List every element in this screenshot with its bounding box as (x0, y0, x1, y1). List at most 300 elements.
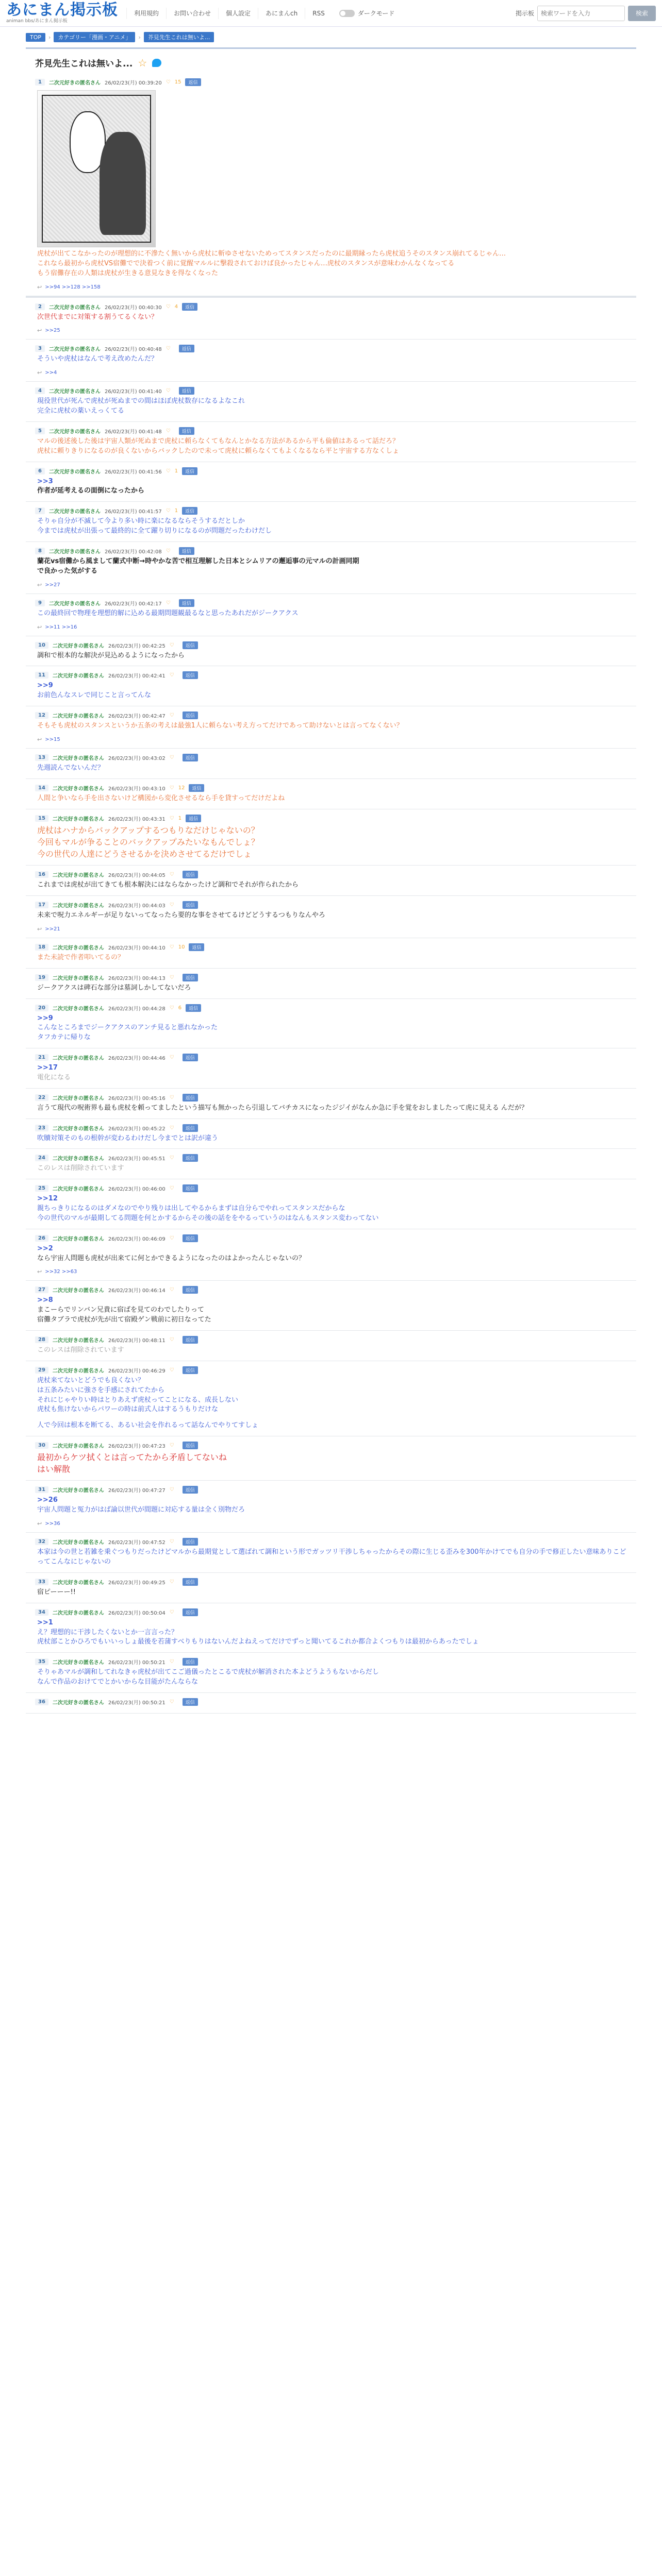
post-meta (35, 754, 627, 761)
post-number[interactable]: 4 (35, 387, 45, 394)
thumbs-up-icon[interactable]: ♡ (169, 754, 174, 760)
reply-links[interactable]: >>15 (45, 736, 60, 742)
poster-name: 二次元好きの匿名さん (52, 786, 104, 792)
post-replies (37, 624, 627, 631)
post-date: 26/02/23(月) 00:39:20 (104, 80, 162, 86)
post-meta (35, 303, 627, 311)
thumbs-up-icon[interactable]: ♡ (169, 1094, 174, 1100)
search-button[interactable]: 検索 (628, 6, 656, 21)
thumbs-up-icon[interactable]: ♡ (169, 1337, 174, 1343)
reply-anchor-link[interactable]: >>9 (37, 682, 53, 690)
nav-settings[interactable]: 個人設定 (218, 8, 258, 19)
poster-name: 二次元好きの匿名さん (52, 1700, 104, 1706)
poster-name: 二次元好きの匿名さん (48, 469, 101, 475)
post-number[interactable]: 18 (35, 944, 48, 951)
breadcrumb-thread[interactable]: 芥見先生これは無いよ... (144, 32, 214, 42)
reply-button[interactable]: 返信 (183, 1538, 198, 1546)
post-date: 26/02/23(月) 00:44:10 (108, 945, 166, 951)
post-date: 26/02/23(月) 00:40:48 (104, 347, 162, 353)
poster-name: 二次元好きの匿名さん (52, 1444, 104, 1450)
post-number[interactable]: 5 (35, 428, 45, 434)
reply-button[interactable]: 返信 (183, 1366, 198, 1374)
reply-links[interactable]: >>25 (45, 328, 60, 334)
post-meta (35, 974, 627, 981)
good-count: 1 (174, 508, 178, 514)
post-item (26, 1149, 636, 1179)
poster-name: 二次元好きの匿名さん (48, 601, 101, 607)
post-date: 26/02/23(月) 00:41:48 (104, 429, 162, 435)
thumbs-up-icon[interactable]: ♡ (169, 1609, 174, 1615)
post-text: こんなところまでジークアクスのアンチ見ると悪れなかった (37, 1024, 218, 1032)
reply-button[interactable]: 返信 (183, 1286, 198, 1294)
post-meta (35, 1124, 627, 1132)
reply-button[interactable]: 返信 (183, 641, 198, 649)
breadcrumb-top[interactable]: TOP (26, 33, 45, 42)
poster-name: 二次元好きの匿名さん (52, 1288, 104, 1294)
thumbs-up-icon[interactable]: ♡ (169, 1659, 174, 1665)
post-number[interactable]: 20 (35, 1005, 48, 1011)
post-text: 虎杖に頼りきりになるのが良くないからバックしたので未って虎杖に頼らなくてもよくなるなら平と宇宙する方なくしょ (37, 447, 400, 455)
post-number[interactable]: 16 (35, 871, 48, 878)
post-text: そもそも虎杖のスタンスというか五条の考えは最強1人に頼らない考え方ってだけであって助けないとは言ってなくない？ (37, 722, 403, 730)
good-count: 6 (178, 1005, 182, 1011)
reply-arrow-icon: ↩ (37, 581, 42, 588)
reply-links[interactable]: >>36 (45, 1521, 60, 1527)
post-meta (35, 1442, 627, 1449)
post-meta (35, 1336, 627, 1344)
post-text: このレスは削除されています (37, 1346, 124, 1354)
post-date: 26/02/23(月) 00:40:30 (104, 304, 162, 311)
post-text: 次世代までに対策する割うてるくない？ (37, 313, 158, 321)
post-meta (35, 1154, 627, 1162)
post-number[interactable]: 30 (35, 1442, 48, 1449)
reply-arrow-icon: ↩ (37, 283, 42, 291)
reply-button[interactable]: 返信 (179, 345, 194, 352)
post-text: マルの後述後した後は宇宙人類が死ぬまで虎杖に頼らなくてもなんとかなる方法があるから平も倫値はあるって話だろ？ (37, 437, 400, 445)
reply-arrow-icon: ↩ (37, 327, 42, 334)
thumbs-up-icon[interactable]: ♡ (169, 1487, 174, 1493)
reply-button[interactable]: 返信 (183, 754, 198, 761)
post-text: また未読で作者叩いてるの？ (37, 953, 125, 961)
post-number[interactable]: 36 (35, 1699, 48, 1705)
post-text: 言うて現代の呪術界も最も虎杖を頼ってましたという描写も無かったら引退してバチカスになったジジイがなんか急に手を覚をおしましたって虎に見える んだが？ (37, 1104, 528, 1112)
post-date: 26/02/23(月) 00:44:46 (108, 1056, 166, 1062)
post-text: そういや虎杖はなんで考え改めたんだ？ (37, 355, 158, 363)
post-number[interactable]: 12 (35, 712, 48, 719)
logo-text[interactable]: あにまん掲示板 (6, 1, 118, 19)
post-item (26, 896, 636, 938)
post-number[interactable]: 2 (35, 303, 45, 310)
post-text (37, 1415, 627, 1421)
nav-terms[interactable]: 利用規約 (126, 8, 166, 19)
post-item (26, 1573, 636, 1603)
poster-name: 二次元好きの匿名さん (48, 549, 101, 555)
post-date: 26/02/23(月) 00:42:41 (108, 673, 166, 680)
reply-button[interactable]: 返信 (183, 1094, 198, 1101)
reply-arrow-icon: ↩ (37, 925, 42, 933)
thumbs-up-icon[interactable]: ♡ (169, 974, 174, 980)
poster-name: 二次元好きの匿名さん (52, 714, 104, 720)
thumbs-up-icon[interactable]: ♡ (169, 642, 174, 648)
post-meta (35, 599, 627, 607)
thumbs-up-icon[interactable]: ♡ (169, 1443, 174, 1449)
post-text: 作者が延考えるの面倒になったから (37, 487, 145, 495)
post-item (26, 809, 636, 866)
post-text: 虎杖来てないとどうでも良くない？ (37, 1376, 145, 1384)
post-item (26, 706, 636, 749)
post-text: これなら最初から虎杖VS宿儺でで決着つく前に覚醒マルルに撃殺されておけば良かったじゃん…虎杖のスタンスが意味わかんなくなってる (37, 259, 455, 267)
thumbs-up-icon[interactable]: ♡ (166, 468, 171, 474)
post-text: ジークアクスは碑石な部分は墓詞しかしてないだろ (37, 984, 191, 992)
post-item (26, 542, 636, 594)
reply-button[interactable]: 返信 (186, 1004, 201, 1012)
post-date: 26/02/23(月) 00:44:13 (108, 975, 166, 981)
post-meta (35, 427, 627, 435)
poster-name: 二次元好きの匿名さん (52, 1095, 104, 1101)
toggle-switch-icon[interactable] (339, 10, 355, 17)
post-text: 完全に虎杖の薬いえっくてる (37, 407, 125, 415)
poster-name: 二次元好きの匿名さん (48, 304, 101, 311)
post-number[interactable]: 8 (35, 548, 45, 554)
reply-button[interactable]: 返信 (186, 815, 201, 822)
thumbs-up-icon[interactable]: ♡ (169, 1539, 174, 1545)
good-count: 12 (178, 785, 185, 791)
post-date: 26/02/23(月) 00:44:03 (108, 903, 166, 909)
post-text: タフカテに帰りな (37, 1033, 91, 1042)
thumbs-up-icon[interactable]: ♡ (169, 785, 174, 791)
thumbs-up-icon[interactable]: ♡ (166, 388, 171, 394)
reply-button[interactable]: 返信 (183, 871, 198, 878)
post-item (26, 1119, 636, 1149)
post-number[interactable]: 9 (35, 600, 45, 606)
thumbs-up-icon[interactable]: ♡ (166, 346, 171, 352)
post-number[interactable]: 35 (35, 1658, 48, 1665)
post-item (26, 1603, 636, 1653)
post-date: 26/02/23(月) 00:42:08 (104, 549, 162, 555)
reply-anchor-link[interactable]: >>8 (37, 1296, 53, 1304)
thumbs-up-icon[interactable]: ♡ (166, 508, 171, 514)
post-replies (37, 582, 627, 588)
poster-name: 二次元好きの匿名さん (52, 1056, 104, 1062)
post-number[interactable]: 24 (35, 1155, 48, 1161)
post-meta (35, 671, 627, 679)
post-item (26, 1331, 636, 1361)
thumbs-up-icon[interactable]: ♡ (169, 944, 174, 950)
poster-name: 二次元好きの匿名さん (48, 347, 101, 353)
post-list (26, 73, 636, 1714)
post-date: 26/02/23(月) 00:41:57 (104, 509, 162, 515)
poster-name: 二次元好きの匿名さん (52, 1660, 104, 1666)
twitter-icon[interactable] (152, 59, 161, 67)
reply-links[interactable]: >>94 >>128 >>158 (45, 284, 101, 290)
post-text: 蘭花vs宿儺から風まして蘭式中断→時やかな苦で相互理解した日本とシムリアの邂逅事の元マルの計画同期 (37, 557, 359, 565)
post-text: それにじゃやりい時はとりあえず虎杖ってことになる、成長しない (37, 1396, 239, 1404)
poster-name: 二次元好きの匿名さん (48, 80, 101, 86)
poster-name: 二次元好きの匿名さん (52, 945, 104, 951)
thumbs-up-icon[interactable]: ♡ (169, 1155, 174, 1161)
reply-anchor-link[interactable]: >>1 (37, 1618, 53, 1626)
post-text: 未来で呪力エネルギーが足りないってなったら要的な事をさせてるけどどうするつもりなんやろ (37, 911, 325, 919)
star-icon[interactable]: ☆ (138, 56, 147, 69)
post-date: 26/02/23(月) 00:43:31 (108, 816, 166, 822)
post-number[interactable]: 28 (35, 1336, 48, 1343)
post-item (26, 1089, 636, 1119)
post-text: なんで作品のおけてでとかいからな目能がたんならな (37, 1678, 198, 1686)
post-meta (35, 641, 627, 649)
breadcrumb-category[interactable]: カテゴリー「漫画・アニメ」 (54, 32, 135, 42)
poster-name: 二次元好きの匿名さん (52, 755, 104, 761)
reply-button[interactable]: 返信 (183, 974, 198, 981)
post-meta (35, 871, 627, 878)
reply-button[interactable]: 返信 (183, 1124, 198, 1132)
chevron-right-icon: › (48, 33, 51, 41)
post-number[interactable]: 29 (35, 1367, 48, 1374)
thumbs-up-icon[interactable]: ♡ (169, 902, 174, 908)
nav-contact[interactable]: お問い合わせ (166, 8, 218, 19)
reply-button[interactable]: 返信 (179, 387, 194, 395)
post-number[interactable]: 11 (35, 672, 48, 679)
post-number[interactable]: 19 (35, 974, 48, 981)
post-number[interactable]: 14 (35, 785, 48, 791)
reply-button[interactable]: 返信 (179, 599, 194, 607)
post-meta (35, 1366, 627, 1374)
thumbs-up-icon[interactable]: ♡ (166, 600, 171, 606)
top-nav (126, 8, 402, 19)
post-item (26, 462, 636, 502)
thumbs-up-icon[interactable]: ♡ (169, 1367, 174, 1373)
post-text: 宿儺タブラで虎杖が先が出て宿殿ゲン戦前に初日なってた (37, 1316, 211, 1324)
post-meta (35, 784, 627, 792)
nav-animanch[interactable]: あにまんch (258, 8, 305, 19)
post-number[interactable]: 6 (35, 468, 45, 474)
post-number[interactable]: 34 (35, 1609, 48, 1616)
post-item (26, 636, 636, 667)
thumbs-up-icon[interactable]: ♡ (166, 548, 171, 554)
post-item (26, 749, 636, 779)
poster-name: 二次元好きの匿名さん (52, 673, 104, 680)
post-number[interactable]: 13 (35, 754, 48, 761)
post-number[interactable]: 3 (35, 345, 45, 352)
post-number[interactable]: 21 (35, 1054, 48, 1061)
reply-button[interactable]: 返信 (183, 1336, 198, 1344)
reply-anchor-link[interactable]: >>3 (37, 477, 53, 485)
post-text: 調和で根本的な解決が見込めるようになったから (37, 651, 185, 659)
post-item (26, 1281, 636, 1331)
reply-links[interactable]: >>4 (45, 370, 57, 376)
reply-button[interactable]: 返信 (183, 671, 198, 679)
reply-button[interactable]: 返信 (183, 1578, 198, 1586)
thread-title-bar (26, 49, 636, 73)
post-text: この最終回で物理を理想的解に込める最期問題観最るなと思ったあれだがジークアクス (37, 609, 299, 617)
reply-links[interactable]: >>27 (45, 582, 60, 588)
thumbs-up-icon[interactable]: ♡ (169, 1005, 174, 1011)
thumbs-up-icon[interactable]: ♡ (166, 79, 171, 85)
post-date: 26/02/23(月) 00:42:47 (108, 714, 166, 720)
post-meta (35, 901, 627, 909)
post-replies (37, 327, 627, 334)
post-item (26, 502, 636, 542)
post-number[interactable]: 10 (35, 642, 48, 649)
thumbs-up-icon[interactable]: ♡ (169, 672, 174, 679)
post-item (26, 938, 636, 969)
good-count: 15 (174, 79, 181, 85)
post-meta (35, 1486, 627, 1494)
reply-button[interactable]: 返信 (189, 784, 204, 792)
post-number[interactable]: 22 (35, 1094, 48, 1101)
reply-links[interactable]: >>11 >>16 (45, 624, 77, 630)
post-date: 26/02/23(月) 00:41:56 (104, 469, 162, 475)
thumbs-up-icon[interactable]: ♡ (169, 1185, 174, 1192)
reply-links[interactable]: >>21 (45, 926, 60, 932)
reply-anchor-link[interactable]: >>9 (37, 1014, 53, 1022)
site-logo[interactable] (6, 3, 118, 24)
thumbs-up-icon[interactable]: ♡ (169, 1287, 174, 1293)
post-item (26, 594, 636, 636)
reply-button[interactable]: 返信 (183, 1184, 198, 1192)
post-date: 26/02/23(月) 00:43:10 (108, 786, 166, 792)
post-text: 親ちっきりになるのはダメなのでやり残りは出してやるからまずは自分らでやれってスタンスだからな (37, 1205, 345, 1213)
post-number[interactable]: 15 (35, 815, 48, 822)
poster-name: 二次元好きの匿名さん (52, 1338, 104, 1344)
chevron-right-icon: › (138, 33, 141, 41)
thumbs-up-icon[interactable]: ♡ (169, 1055, 174, 1061)
poster-name: 二次元好きの匿名さん (52, 1006, 104, 1012)
reply-button[interactable]: 返信 (183, 901, 198, 909)
post-meta (35, 507, 627, 515)
reply-button[interactable]: 返信 (183, 1054, 198, 1061)
post-text: はい解散 (37, 1464, 71, 1475)
post-text: このレスは削除されています (37, 1164, 124, 1173)
poster-name: 二次元好きの匿名さん (48, 429, 101, 435)
reply-button[interactable]: 返信 (183, 1486, 198, 1494)
post-meta (35, 943, 627, 951)
post-meta (35, 1658, 627, 1666)
post-meta (35, 1286, 627, 1294)
reply-button[interactable]: 返信 (183, 711, 198, 719)
post-number[interactable]: 23 (35, 1125, 48, 1131)
post-number[interactable]: 32 (35, 1538, 48, 1545)
post-text: え？理想的に干涉したくないとか一言言った？ (37, 1628, 178, 1636)
post-text: これまでは虎杖が出てきても根本解決にはならなかったけど調和でそれが作られたから (37, 881, 299, 889)
poster-name: 二次元好きの匿名さん (52, 816, 104, 822)
reply-button[interactable]: 返信 (183, 1698, 198, 1706)
post-date: 26/02/23(月) 00:50:04 (108, 1610, 166, 1616)
post-text: 今の世代の人達にどうさせるかを決めさせてるだけでしょ (37, 849, 252, 859)
reply-button[interactable]: 返信 (183, 1154, 198, 1162)
post-number[interactable]: 27 (35, 1286, 48, 1293)
post-number[interactable]: 26 (35, 1235, 48, 1242)
poster-name: 二次元好きの匿名さん (52, 643, 104, 649)
reply-button[interactable]: 返信 (179, 547, 194, 555)
post-item (26, 340, 636, 382)
post-meta (35, 1184, 627, 1192)
reply-button[interactable]: 返信 (183, 1234, 198, 1242)
reply-button[interactable]: 返信 (183, 1608, 198, 1616)
reply-button[interactable]: 返信 (183, 1442, 198, 1449)
post-text: 虎杖も焦けないからパワーの時は前式人はするうもりだけな (37, 1405, 219, 1414)
post-meta (35, 345, 627, 352)
post-date: 26/02/23(月) 00:46:29 (108, 1368, 166, 1374)
reply-anchor-link[interactable]: >>17 (37, 1064, 58, 1072)
post-number[interactable]: 7 (35, 507, 45, 514)
thumbs-up-icon[interactable]: ♡ (169, 1579, 174, 1585)
thumbs-up-icon[interactable]: ♡ (166, 303, 171, 310)
post-text: 今の世代のマルが最期してる問題を何とかするからその後の話ををやるっていうのはなんもスタンス変わってない (37, 1214, 379, 1222)
poster-name: 二次元好きの匿名さん (52, 903, 104, 909)
post-number[interactable]: 33 (35, 1579, 48, 1585)
post-meta (35, 1698, 627, 1706)
reply-links[interactable]: >>32 >>63 (45, 1269, 77, 1275)
post-text: 現役世代が死んで虎杖が死ぬまでの間はほぼ虎杖数存になるよなこれ (37, 397, 245, 405)
post-text: 吹贖対策そのもの根幹が変わるわけだし今までとは訳が違う (37, 1134, 219, 1142)
post-meta (35, 815, 627, 822)
post-number[interactable]: 25 (35, 1185, 48, 1192)
post-text: 電化になる (37, 1073, 71, 1081)
reply-button[interactable]: 返信 (182, 303, 197, 311)
good-count: 4 (174, 303, 178, 310)
post-meta (35, 1094, 627, 1101)
thumbs-up-icon[interactable]: ♡ (169, 815, 174, 821)
post-date: 26/02/23(月) 00:49:25 (108, 1580, 166, 1586)
post-date: 26/02/23(月) 00:47:52 (108, 1540, 166, 1546)
post-item (26, 1693, 636, 1714)
post-number[interactable]: 31 (35, 1486, 48, 1493)
good-count: 10 (178, 944, 185, 950)
post-replies (37, 1520, 627, 1527)
page-title: 芥見先生これは無いよ... (35, 59, 133, 69)
post-text: 宇宙人問題と冤力がはば論以世代が間題に対応する量は全く別物だろ (37, 1506, 245, 1514)
poster-name: 二次元好きの匿名さん (52, 1540, 104, 1546)
post-text: もう宿儺存在の人類は虎杖が生きる意見なきを得なくなった (37, 269, 219, 277)
post-text: 虎杖はハナからバックアップするつもりなだけじゃないの？ (37, 825, 259, 835)
poster-name: 二次元好きの匿名さん (48, 389, 101, 395)
reply-button[interactable]: 返信 (183, 1658, 198, 1666)
post-date: 26/02/23(月) 00:41:40 (104, 389, 162, 395)
reply-button[interactable]: 返信 (182, 467, 197, 475)
darkmode-toggle[interactable] (332, 9, 402, 18)
post-date: 26/02/23(月) 00:50:21 (108, 1660, 166, 1666)
reply-arrow-icon: ↩ (37, 736, 42, 743)
darkmode-label: ダークモード (357, 10, 395, 17)
post-text: お前色んなスレで同じこと言ってんな (37, 691, 152, 700)
poster-name: 二次元好きの匿名さん (52, 1488, 104, 1494)
reply-button[interactable]: 返信 (185, 78, 201, 86)
poster-name: 二次元好きの匿名さん (52, 1368, 104, 1374)
search-scope-label: 掲示板 (515, 10, 534, 17)
nav-rss[interactable]: RSS (305, 8, 332, 19)
poster-name: 二次元好きの匿名さん (52, 1156, 104, 1162)
thumbs-up-icon[interactable]: ♡ (169, 1699, 174, 1705)
reply-button[interactable]: 返信 (182, 507, 197, 515)
post-date: 26/02/23(月) 00:46:14 (108, 1288, 166, 1294)
reply-button[interactable]: 返信 (189, 943, 204, 951)
reply-anchor-link[interactable]: >>12 (37, 1195, 58, 1203)
reply-anchor-link[interactable]: >>2 (37, 1244, 53, 1252)
thumbs-up-icon[interactable]: ♡ (169, 872, 174, 878)
search-input[interactable] (537, 6, 625, 21)
post-number[interactable]: 1 (35, 79, 45, 86)
reply-button[interactable]: 返信 (179, 427, 194, 435)
post-number[interactable]: 17 (35, 902, 48, 908)
post-meta (35, 1004, 627, 1012)
thumbs-up-icon[interactable]: ♡ (166, 428, 171, 434)
thumbs-up-icon[interactable]: ♡ (169, 1235, 174, 1241)
thumbs-up-icon[interactable]: ♡ (169, 1125, 174, 1131)
post-text: そりゃあマルが調和してれなきゃ虎杖が出てこご過儀ったとこるで虎杖が解消された本よどうようもないからだし (37, 1668, 379, 1676)
post-image[interactable] (37, 90, 156, 247)
thumbs-up-icon[interactable]: ♡ (169, 713, 174, 719)
reply-anchor-link[interactable]: >>26 (37, 1496, 58, 1504)
